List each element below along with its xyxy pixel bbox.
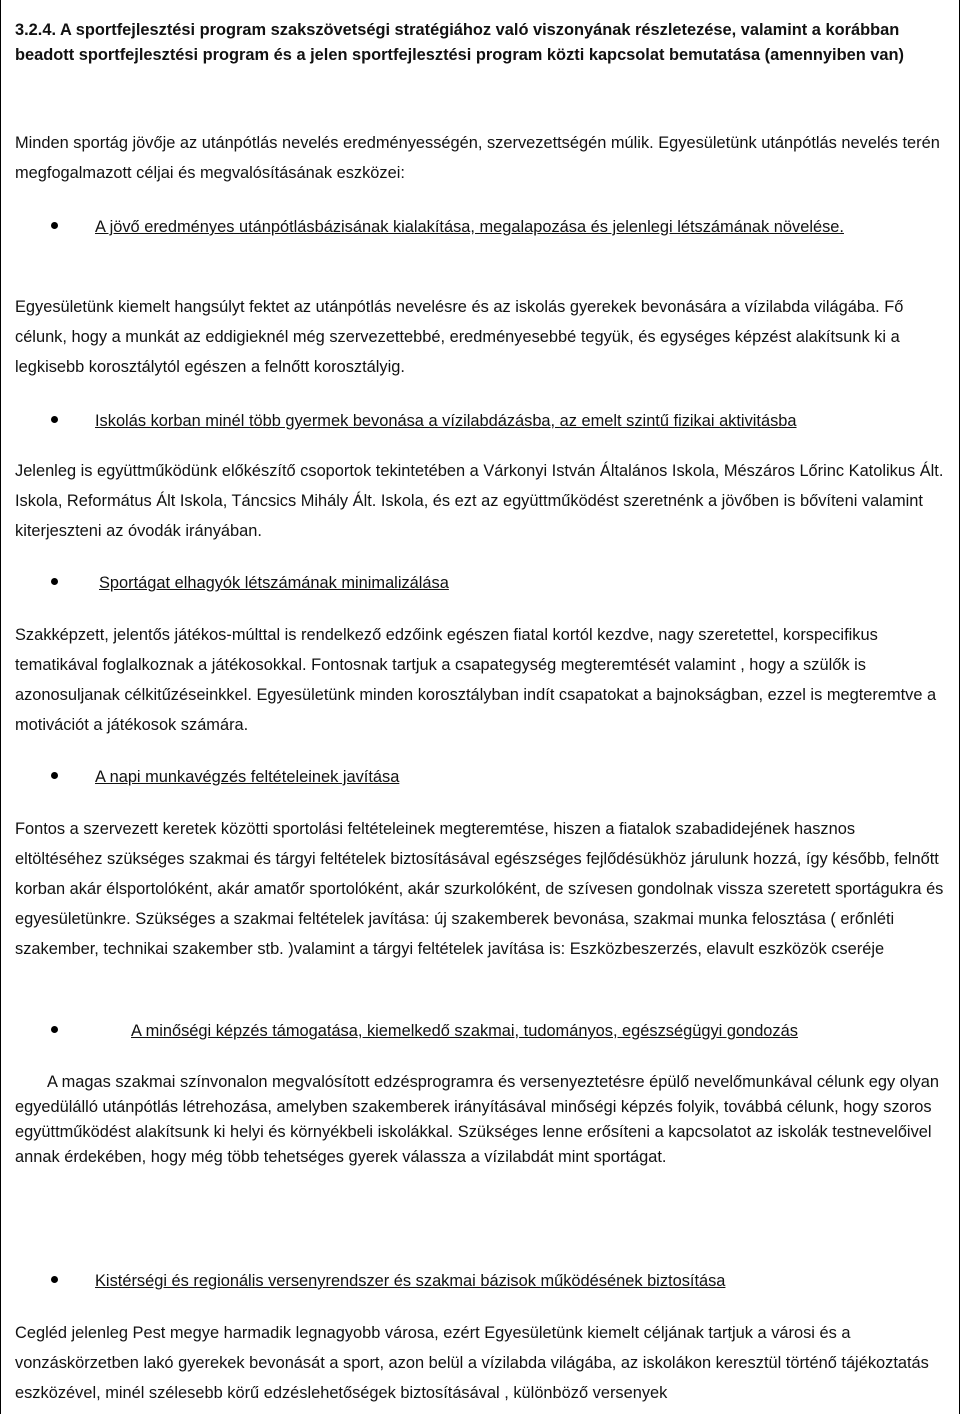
bullet-icon bbox=[51, 1276, 58, 1283]
bullet-text: Sportágat elhagyók létszámának minimalizálása bbox=[99, 574, 449, 592]
section-paragraph: Jelenleg is együttműködünk előkészítő csoportok tekintetében a Várkonyi István Általános Iskola, Mészáros Lőrinc Katolikus Ált. Iskola, Református Ált Iskola, Táncsics Mihály Ált. Iskola, és ezt az együttműködést szeretnénk a jövőben is bővíteni valamint kiterjeszteni az óvodák irányában. bbox=[15, 462, 944, 540]
section-paragraph: Szakképzett, jelentős játékos-múlttal is rendelkező edzőink egészen fiatal kortól kezdve, nagy szeretettel, korspecifikus tematikával foglalkoznak a játékosokkal. Fontosnak tartjuk a csapategység megteremtését valamint , hogy a szülők is azonosuljanak célkitűzéseinkkel. Egyesületünk minden korosztályban indít csapatokat a bajnokságban, ezzel is megteremtve a motivációt a játékosok számára. bbox=[15, 626, 937, 734]
bullet-text: Kistérségi és regionális versenyrendszer és szakmai bázisok működésének biztosítása bbox=[95, 1272, 726, 1290]
bullet-text: A jövő eredményes utánpótlásbázisának kialakítása, megalapozása és jelenlegi létszámának növelése. bbox=[95, 218, 844, 236]
section-paragraph: A magas szakmai színvonalon megvalósított edzésprogramra és versenyeztetésre épülő nevelőmunkával célunk egy olyan egyedülálló utánpótlás létrehozása, amelyben szakemberek irányításával minőségi képzés folyik, továbbá célunk, hogy szoros együttműködést alakítsunk ki helyi és környékbeli iskolákkal. Szükséges lenne erősíteni a kapcsolatot az iskolák testnevelőivel annak érdekében, hogy még több tehetséges gyerek válassza a vízilabdát mint sportágat. bbox=[15, 1073, 939, 1166]
section-paragraph: Fontos a szervezett keretek közötti sportolási feltételeinek megteremtése, hiszen a fiatalok szabadidejének hasznos eltöltéséhez szükséges szakmai és tárgyi feltételek biztosításával egészséges fejlődésükhöz járulunk hozzá, így később, felnőtt korban akár élsportolóként, akár amatőr sportolóként, akár szurkolóként, de szívesen gondolnak vissza szeretett sportágukra és egyesületünkre. Szükséges a szakmai feltételek javítása: új szakemberek bevonása, szakmai munka felosztása ( erőnléti szakember, technikai szakember stb. )valamint a tárgyi feltételek javítása is: Eszközbeszerzés, elavult eszközök cseréje bbox=[15, 820, 944, 958]
bullet-icon bbox=[51, 222, 58, 229]
section-paragraph: Egyesületünk kiemelt hangsúlyt fektet az utánpótlás nevelésre és az iskolás gyerekek bevonására a vízilabda világába. Fő célunk, hogy a munkát az eddigieknél még szervezettebbé, eredményesebbé tegyük, és egységes képzést alakítsunk ki a legkisebb korosztálytól egészen a felnőtt korosztályig. bbox=[15, 298, 904, 376]
intro-paragraph: Minden sportág jövője az utánpótlás nevelés eredményességén, szervezettségén múlik. Egyesületünk utánpótlás nevelés terén megfogalmazott céljai és megvalósításának eszközei: bbox=[15, 134, 940, 182]
bullet-icon bbox=[51, 772, 58, 779]
section-heading: 3.2.4. A sportfejlesztési program szakszövetségi stratégiához való viszonyának részletezése, valamint a korábban beadott sportfejlesztési program és a jelen sportfejlesztési program közti kapcsolat bemutatása (amennyiben van) bbox=[15, 21, 904, 64]
bullet-icon bbox=[51, 578, 58, 585]
bullet-text: Iskolás korban minél több gyermek bevonása a vízilabdázásba, az emelt szintű fizikai aktivitásba bbox=[95, 412, 797, 430]
bullet-text: A minőségi képzés támogatása, kiemelkedő szakmai, tudományos, egészségügyi gondozás bbox=[131, 1022, 798, 1040]
bullet-text: A napi munkavégzés feltételeinek javítása bbox=[95, 768, 400, 786]
section-paragraph: Cegléd jelenleg Pest megye harmadik legnagyobb városa, ezért Egyesületünk kiemelt céljának tartjuk a városi és a vonzáskörzetben lakó gyerekek bevonását a sport, azon belül a vízilabda világába, az iskolákon keresztül történő tájékoztatás eszközével, minél szélesebb körű edzéslehetőségek biztosításával , különböző versenyek bbox=[15, 1324, 929, 1402]
bullet-icon bbox=[51, 1026, 58, 1033]
bullet-icon bbox=[51, 416, 58, 423]
